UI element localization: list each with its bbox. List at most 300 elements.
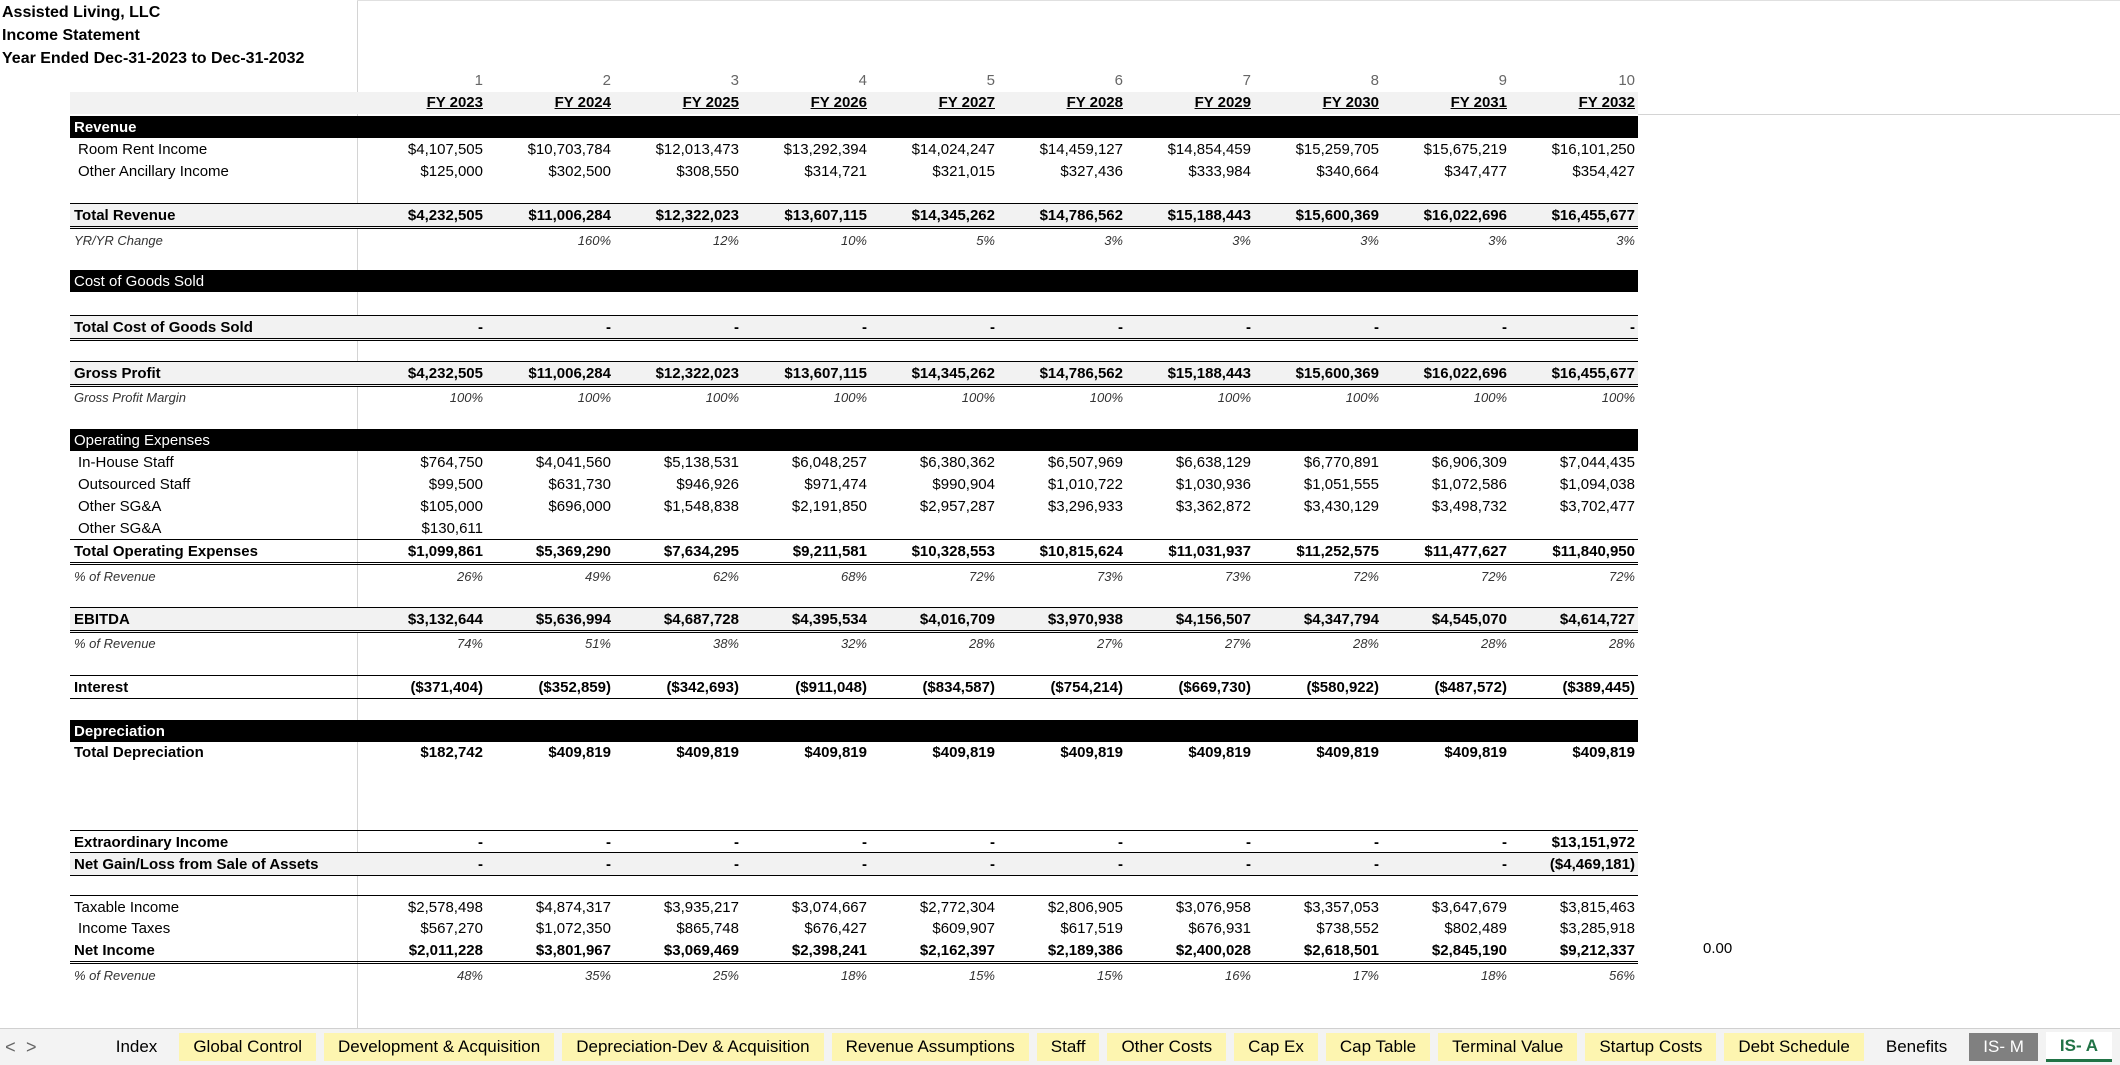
row-label[interactable]: Depreciation [74,722,165,740]
row-label[interactable]: Other Ancillary Income [78,162,229,180]
value-cell[interactable]: $12,322,023 [655,206,739,224]
value-cell[interactable]: $182,742 [420,743,483,761]
row-label[interactable]: % of Revenue [74,568,156,584]
value-cell[interactable]: 28% [1352,635,1379,651]
value-cell[interactable]: - [1246,318,1251,336]
value-cell[interactable] [1126,116,1254,138]
value-cell[interactable]: $4,545,070 [1431,610,1507,628]
value-cell[interactable]: 27% [1224,635,1251,651]
column-index-cell[interactable]: 7 [1242,72,1251,89]
value-cell[interactable] [614,517,742,539]
value-cell[interactable]: $1,072,350 [535,919,611,937]
value-cell[interactable]: 3% [1232,232,1251,248]
fiscal-year-header[interactable]: FY 2028 [1066,94,1123,111]
value-cell[interactable]: ($487,572) [1434,678,1507,696]
value-cell[interactable]: 25% [712,967,739,983]
value-cell[interactable]: $2,400,028 [1175,941,1251,959]
value-cell[interactable]: $617,519 [1060,919,1123,937]
value-cell[interactable]: $4,107,505 [407,140,483,158]
value-cell[interactable]: $990,904 [932,475,995,493]
row-label[interactable]: YR/YR Change [74,232,163,248]
value-cell[interactable]: - [1118,318,1123,336]
value-cell[interactable] [1254,116,1382,138]
table-row[interactable] [70,964,1638,986]
table-row[interactable] [70,675,1638,699]
value-cell[interactable]: ($342,693) [666,678,739,696]
value-cell[interactable]: ($389,445) [1562,678,1635,696]
sheet-tab-staff[interactable]: Staff [1037,1033,1100,1061]
value-cell[interactable]: 100% [1217,389,1251,405]
value-cell[interactable]: 100% [1473,389,1507,405]
value-cell[interactable]: - [478,855,483,873]
value-cell[interactable]: 73% [1096,568,1123,584]
value-cell[interactable]: $14,345,262 [911,206,995,224]
value-cell[interactable]: $13,151,972 [1551,833,1635,851]
value-cell[interactable] [870,517,998,539]
value-cell[interactable]: $802,489 [1444,919,1507,937]
value-cell[interactable]: $409,819 [1572,743,1635,761]
table-row[interactable] [70,741,1638,763]
value-cell[interactable]: $971,474 [804,475,867,493]
table-row[interactable] [70,852,1638,876]
column-index-cell[interactable]: 9 [1498,72,1507,89]
value-cell[interactable]: $16,022,696 [1423,206,1507,224]
value-cell[interactable] [486,429,614,451]
tab-scroll-right-icon[interactable]: > [26,1036,37,1057]
value-cell[interactable] [1126,429,1254,451]
value-cell[interactable]: $354,427 [1572,162,1635,180]
sheet-tab-is-a[interactable]: IS- A [2046,1032,2112,1062]
value-cell[interactable]: $308,550 [676,162,739,180]
table-row[interactable] [70,315,1638,341]
table-row[interactable] [70,361,1638,387]
value-cell[interactable] [742,517,870,539]
value-cell[interactable]: - [606,855,611,873]
value-cell[interactable]: - [1118,855,1123,873]
value-cell[interactable]: $125,000 [420,162,483,180]
value-cell[interactable]: - [1374,833,1379,851]
value-cell[interactable]: $676,427 [804,919,867,937]
table-row[interactable] [70,939,1638,964]
value-cell[interactable]: 18% [840,967,867,983]
value-cell[interactable] [742,270,870,292]
value-cell[interactable]: $4,687,728 [663,610,739,628]
value-cell[interactable]: 28% [968,635,995,651]
sheet-tab-development-acquisition[interactable]: Development & Acquisition [324,1033,554,1061]
table-row[interactable] [70,138,1638,160]
value-cell[interactable]: $13,292,394 [783,140,867,158]
table-row[interactable] [70,473,1638,495]
sheet-tab-depreciation-dev-acquisition[interactable]: Depreciation-Dev & Acquisition [562,1033,823,1061]
value-cell[interactable]: 3% [1104,232,1123,248]
value-cell[interactable]: 100% [961,389,995,405]
sheet-tab-revenue-assumptions[interactable]: Revenue Assumptions [832,1033,1029,1061]
value-cell[interactable]: - [1246,833,1251,851]
column-index-cell[interactable]: 4 [858,72,867,89]
value-cell[interactable] [1510,517,1638,539]
value-cell[interactable]: $105,000 [420,497,483,515]
value-cell[interactable]: $1,548,838 [663,497,739,515]
sheet-tab-other-costs[interactable]: Other Costs [1107,1033,1226,1061]
value-cell[interactable]: 27% [1096,635,1123,651]
value-cell[interactable]: $7,634,295 [663,542,739,560]
value-cell[interactable] [1382,517,1510,539]
value-cell[interactable]: $10,815,624 [1039,542,1123,560]
sheet-tab-cap-ex[interactable]: Cap Ex [1234,1033,1318,1061]
value-cell[interactable]: $2,772,304 [919,898,995,916]
value-cell[interactable]: 160% [577,232,611,248]
value-cell[interactable]: 18% [1480,967,1507,983]
value-cell[interactable] [742,116,870,138]
sheet-tab-cap-table[interactable]: Cap Table [1326,1033,1430,1061]
value-cell[interactable]: $11,840,950 [1552,542,1635,560]
value-cell[interactable]: 15% [968,967,995,983]
table-row[interactable] [70,386,1638,408]
value-cell[interactable]: 15% [1096,967,1123,983]
value-cell[interactable]: 10% [840,232,867,248]
value-cell[interactable]: $13,607,115 [784,364,867,382]
value-cell[interactable]: 100% [449,389,483,405]
row-label[interactable]: Total Cost of Goods Sold [74,318,253,336]
value-cell[interactable]: - [734,833,739,851]
value-cell[interactable]: - [862,833,867,851]
value-cell[interactable]: $13,607,115 [784,206,867,224]
value-cell[interactable]: 3% [1488,232,1507,248]
value-cell[interactable]: $4,614,727 [1559,610,1635,628]
value-cell[interactable]: $9,212,337 [1559,941,1635,959]
value-cell[interactable]: ($4,469,181) [1549,855,1635,873]
value-cell[interactable]: $696,000 [548,497,611,515]
value-cell[interactable]: $609,907 [932,919,995,937]
value-cell[interactable]: $327,436 [1060,162,1123,180]
value-cell[interactable]: $409,819 [1316,743,1379,761]
row-label[interactable]: Room Rent Income [78,140,208,158]
value-cell[interactable]: $409,819 [1444,743,1507,761]
value-cell[interactable] [358,270,486,292]
table-row[interactable] [70,565,1638,587]
value-cell[interactable]: 3% [1360,232,1379,248]
value-cell[interactable]: - [1502,855,1507,873]
row-label[interactable]: Other SG&A [78,497,162,515]
row-label[interactable]: Outsourced Staff [78,475,191,493]
value-cell[interactable]: $5,636,994 [535,610,611,628]
value-cell[interactable]: $14,459,127 [1039,140,1123,158]
row-label[interactable]: Total Operating Expenses [74,542,258,560]
value-cell[interactable] [1382,720,1510,742]
value-cell[interactable]: ($669,730) [1178,678,1251,696]
value-cell[interactable]: 26% [456,568,483,584]
fiscal-year-header[interactable]: FY 2032 [1578,94,1635,111]
value-cell[interactable] [870,720,998,742]
value-cell[interactable] [1126,270,1254,292]
value-cell[interactable]: - [990,318,995,336]
value-cell[interactable]: $99,500 [428,475,483,493]
value-cell[interactable]: $14,345,262 [911,364,995,382]
column-index-cell[interactable]: 2 [602,72,611,89]
value-cell[interactable]: - [1118,833,1123,851]
value-cell[interactable]: - [1374,318,1379,336]
value-cell[interactable]: 72% [1352,568,1379,584]
value-cell[interactable]: $3,815,463 [1559,898,1635,916]
value-cell[interactable]: $3,362,872 [1175,497,1251,515]
value-cell[interactable] [358,229,486,251]
row-label[interactable]: Gross Profit [74,364,161,382]
value-cell[interactable]: $3,935,217 [663,898,739,916]
sheet-tab-global-control[interactable]: Global Control [179,1033,316,1061]
value-cell[interactable] [1510,429,1638,451]
value-cell[interactable]: - [1502,833,1507,851]
row-label[interactable]: EBITDA [74,610,130,628]
sheet-tab-terminal-value[interactable]: Terminal Value [1438,1033,1577,1061]
value-cell[interactable]: $4,016,709 [919,610,995,628]
row-label[interactable]: In-House Staff [78,453,174,471]
table-row[interactable] [70,539,1638,565]
fiscal-year-header[interactable]: FY 2029 [1194,94,1251,111]
sheet-tab-startup-costs[interactable]: Startup Costs [1585,1033,1716,1061]
table-row[interactable] [70,895,1638,918]
value-cell[interactable] [1254,720,1382,742]
value-cell[interactable]: $14,786,562 [1039,364,1123,382]
sheet-tab-index[interactable]: Index [115,1037,158,1056]
value-cell[interactable]: $6,906,309 [1431,453,1507,471]
value-cell[interactable]: $16,022,696 [1423,364,1507,382]
value-cell[interactable]: $347,477 [1444,162,1507,180]
value-cell[interactable]: $2,011,228 [408,941,483,959]
value-cell[interactable]: - [1630,318,1635,336]
value-cell[interactable]: $7,044,435 [1559,453,1635,471]
value-cell[interactable]: 74% [456,635,483,651]
fiscal-year-header[interactable]: FY 2030 [1322,94,1379,111]
value-cell[interactable] [486,270,614,292]
value-cell[interactable]: - [478,318,483,336]
value-cell[interactable]: $15,600,369 [1295,364,1379,382]
value-cell[interactable] [614,429,742,451]
value-cell[interactable] [1382,429,1510,451]
value-cell[interactable]: 51% [584,635,611,651]
value-cell[interactable]: $14,024,247 [911,140,995,158]
value-cell[interactable]: $3,285,918 [1559,919,1635,937]
value-cell[interactable]: $1,030,936 [1175,475,1251,493]
row-label[interactable]: Cost of Goods Sold [74,272,205,290]
value-cell[interactable]: 100% [1089,389,1123,405]
value-cell[interactable]: $3,296,933 [1047,497,1123,515]
row-label[interactable]: Taxable Income [74,898,180,916]
value-cell[interactable] [1382,270,1510,292]
value-cell[interactable] [1382,116,1510,138]
value-cell[interactable]: 28% [1480,635,1507,651]
table-row[interactable] [70,229,1638,251]
value-cell[interactable]: $1,094,038 [1559,475,1635,493]
row-label[interactable]: Net Income [74,941,155,959]
value-cell[interactable] [998,517,1126,539]
value-cell[interactable]: ($580,922) [1306,678,1379,696]
value-cell[interactable]: - [606,833,611,851]
value-cell[interactable]: 72% [1480,568,1507,584]
value-cell[interactable]: $16,101,250 [1551,140,1635,158]
fiscal-year-header[interactable]: FY 2026 [810,94,867,111]
value-cell[interactable]: ($754,214) [1050,678,1123,696]
value-cell[interactable] [358,429,486,451]
value-cell[interactable]: 100% [1345,389,1379,405]
fiscal-year-header[interactable]: FY 2023 [426,94,483,111]
value-cell[interactable]: 72% [968,568,995,584]
value-cell[interactable] [1510,116,1638,138]
value-cell[interactable]: $11,006,284 [528,206,611,224]
value-cell[interactable]: $631,730 [548,475,611,493]
value-cell[interactable]: $5,369,290 [535,542,611,560]
value-cell[interactable]: 100% [577,389,611,405]
value-cell[interactable]: $3,801,967 [535,941,611,959]
value-cell[interactable]: - [734,855,739,873]
value-cell[interactable]: $15,259,705 [1295,140,1379,158]
value-cell[interactable] [486,116,614,138]
value-cell[interactable]: $333,984 [1188,162,1251,180]
value-cell[interactable]: $1,010,722 [1047,475,1123,493]
value-cell[interactable]: 100% [1601,389,1635,405]
value-cell[interactable]: $2,578,498 [407,898,483,916]
value-cell[interactable]: $3,970,938 [1047,610,1123,628]
value-cell[interactable]: $865,748 [676,919,739,937]
value-cell[interactable]: $4,874,317 [535,898,611,916]
table-row[interactable] [70,830,1638,853]
table-row[interactable] [70,451,1638,473]
row-label[interactable]: Total Revenue [74,206,176,224]
value-cell[interactable] [614,270,742,292]
value-cell[interactable] [870,270,998,292]
value-cell[interactable]: $2,398,241 [791,941,867,959]
value-cell[interactable]: - [862,318,867,336]
value-cell[interactable]: $2,806,905 [1047,898,1123,916]
value-cell[interactable]: $10,703,784 [527,140,611,158]
row-label[interactable]: % of Revenue [74,967,156,983]
value-cell[interactable] [614,720,742,742]
value-cell[interactable]: ($834,587) [922,678,995,696]
value-cell[interactable]: 48% [456,967,483,983]
value-cell[interactable]: 16% [1224,967,1251,983]
row-label[interactable]: Net Gain/Loss from Sale of Assets [74,855,319,873]
fiscal-year-header[interactable]: FY 2031 [1450,94,1507,111]
value-cell[interactable]: 17% [1352,967,1379,983]
value-cell[interactable] [742,720,870,742]
value-cell[interactable] [742,429,870,451]
value-cell[interactable]: 32% [840,635,867,651]
value-cell[interactable] [1254,429,1382,451]
value-cell[interactable]: 28% [1608,635,1635,651]
sheet-tab-debt-schedule[interactable]: Debt Schedule [1724,1033,1864,1061]
value-cell[interactable]: - [606,318,611,336]
row-label[interactable]: Other SG&A [78,519,162,537]
value-cell[interactable]: 62% [712,568,739,584]
column-index-cell[interactable]: 3 [730,72,739,89]
value-cell[interactable]: $3,357,053 [1303,898,1379,916]
value-cell[interactable]: $6,048,257 [791,453,867,471]
row-label[interactable]: Extraordinary Income [74,833,229,851]
value-cell[interactable]: $3,702,477 [1559,497,1635,515]
sheet-tab-benefits[interactable]: Benefits [1885,1037,1948,1056]
value-cell[interactable]: $4,041,560 [535,453,611,471]
value-cell[interactable]: $1,051,555 [1303,475,1379,493]
table-row[interactable] [70,116,1638,138]
tab-scroll-left-icon[interactable]: < [5,1036,16,1057]
value-cell[interactable]: $1,099,861 [407,542,483,560]
value-cell[interactable] [1510,720,1638,742]
value-cell[interactable]: $314,721 [804,162,867,180]
value-cell[interactable]: $2,189,386 [1047,941,1123,959]
value-cell[interactable]: $9,211,581 [792,542,867,560]
row-label[interactable]: Operating Expenses [74,431,210,449]
table-row[interactable] [70,270,1638,292]
table-row[interactable] [70,429,1638,451]
table-row[interactable] [70,203,1638,229]
value-cell[interactable]: $4,232,505 [407,206,483,224]
value-cell[interactable]: $409,819 [1060,743,1123,761]
fiscal-year-header[interactable]: FY 2027 [938,94,995,111]
value-cell[interactable]: $5,138,531 [663,453,739,471]
value-cell[interactable] [870,116,998,138]
value-cell[interactable] [1510,270,1638,292]
table-row[interactable] [70,632,1638,654]
value-cell[interactable]: $302,500 [548,162,611,180]
value-cell[interactable]: 3% [1616,232,1635,248]
value-cell[interactable]: 100% [833,389,867,405]
value-cell[interactable]: 68% [840,568,867,584]
row-label[interactable]: % of Revenue [74,635,156,651]
column-index-cell[interactable]: 5 [986,72,995,89]
value-cell[interactable]: $2,845,190 [1431,941,1507,959]
value-cell[interactable]: $3,132,644 [407,610,483,628]
value-cell[interactable]: $2,191,850 [791,497,867,515]
value-cell[interactable]: $10,328,553 [911,542,995,560]
value-cell[interactable] [998,720,1126,742]
value-cell[interactable]: $409,819 [676,743,739,761]
row-label[interactable]: Total Depreciation [74,743,204,761]
value-cell[interactable]: 12% [712,232,739,248]
value-cell[interactable]: $14,786,562 [1039,206,1123,224]
value-cell[interactable]: $3,069,469 [663,941,739,959]
value-cell[interactable]: - [478,833,483,851]
value-cell[interactable]: $409,819 [1188,743,1251,761]
value-cell[interactable]: 49% [584,568,611,584]
value-cell[interactable]: $764,750 [420,453,483,471]
value-cell[interactable]: 38% [712,635,739,651]
value-cell[interactable]: 56% [1608,967,1635,983]
value-cell[interactable]: $14,854,459 [1167,140,1251,158]
value-cell[interactable] [486,517,614,539]
row-label[interactable]: Interest [74,678,129,696]
table-row[interactable] [70,160,1638,182]
value-cell[interactable]: $409,819 [932,743,995,761]
value-cell[interactable]: $2,162,397 [919,941,995,959]
sheet-tab-is-m[interactable]: IS- M [1969,1033,2038,1061]
table-row[interactable] [70,607,1638,633]
column-index-cell[interactable]: 1 [474,72,483,89]
value-cell[interactable]: $15,600,369 [1295,206,1379,224]
value-cell[interactable]: $6,638,129 [1175,453,1251,471]
value-cell[interactable]: $676,931 [1188,919,1251,937]
value-cell[interactable]: $3,498,732 [1431,497,1507,515]
value-cell[interactable]: $16,455,677 [1551,364,1635,382]
stray-cell[interactable]: 0.00 [1703,940,1733,957]
value-cell[interactable] [358,116,486,138]
value-cell[interactable]: $11,006,284 [528,364,611,382]
value-cell[interactable]: 72% [1608,568,1635,584]
value-cell[interactable]: $15,675,219 [1423,140,1507,158]
value-cell[interactable]: - [990,833,995,851]
value-cell[interactable] [998,270,1126,292]
value-cell[interactable] [358,720,486,742]
value-cell[interactable] [1126,517,1254,539]
value-cell[interactable]: $11,252,575 [1296,542,1379,560]
